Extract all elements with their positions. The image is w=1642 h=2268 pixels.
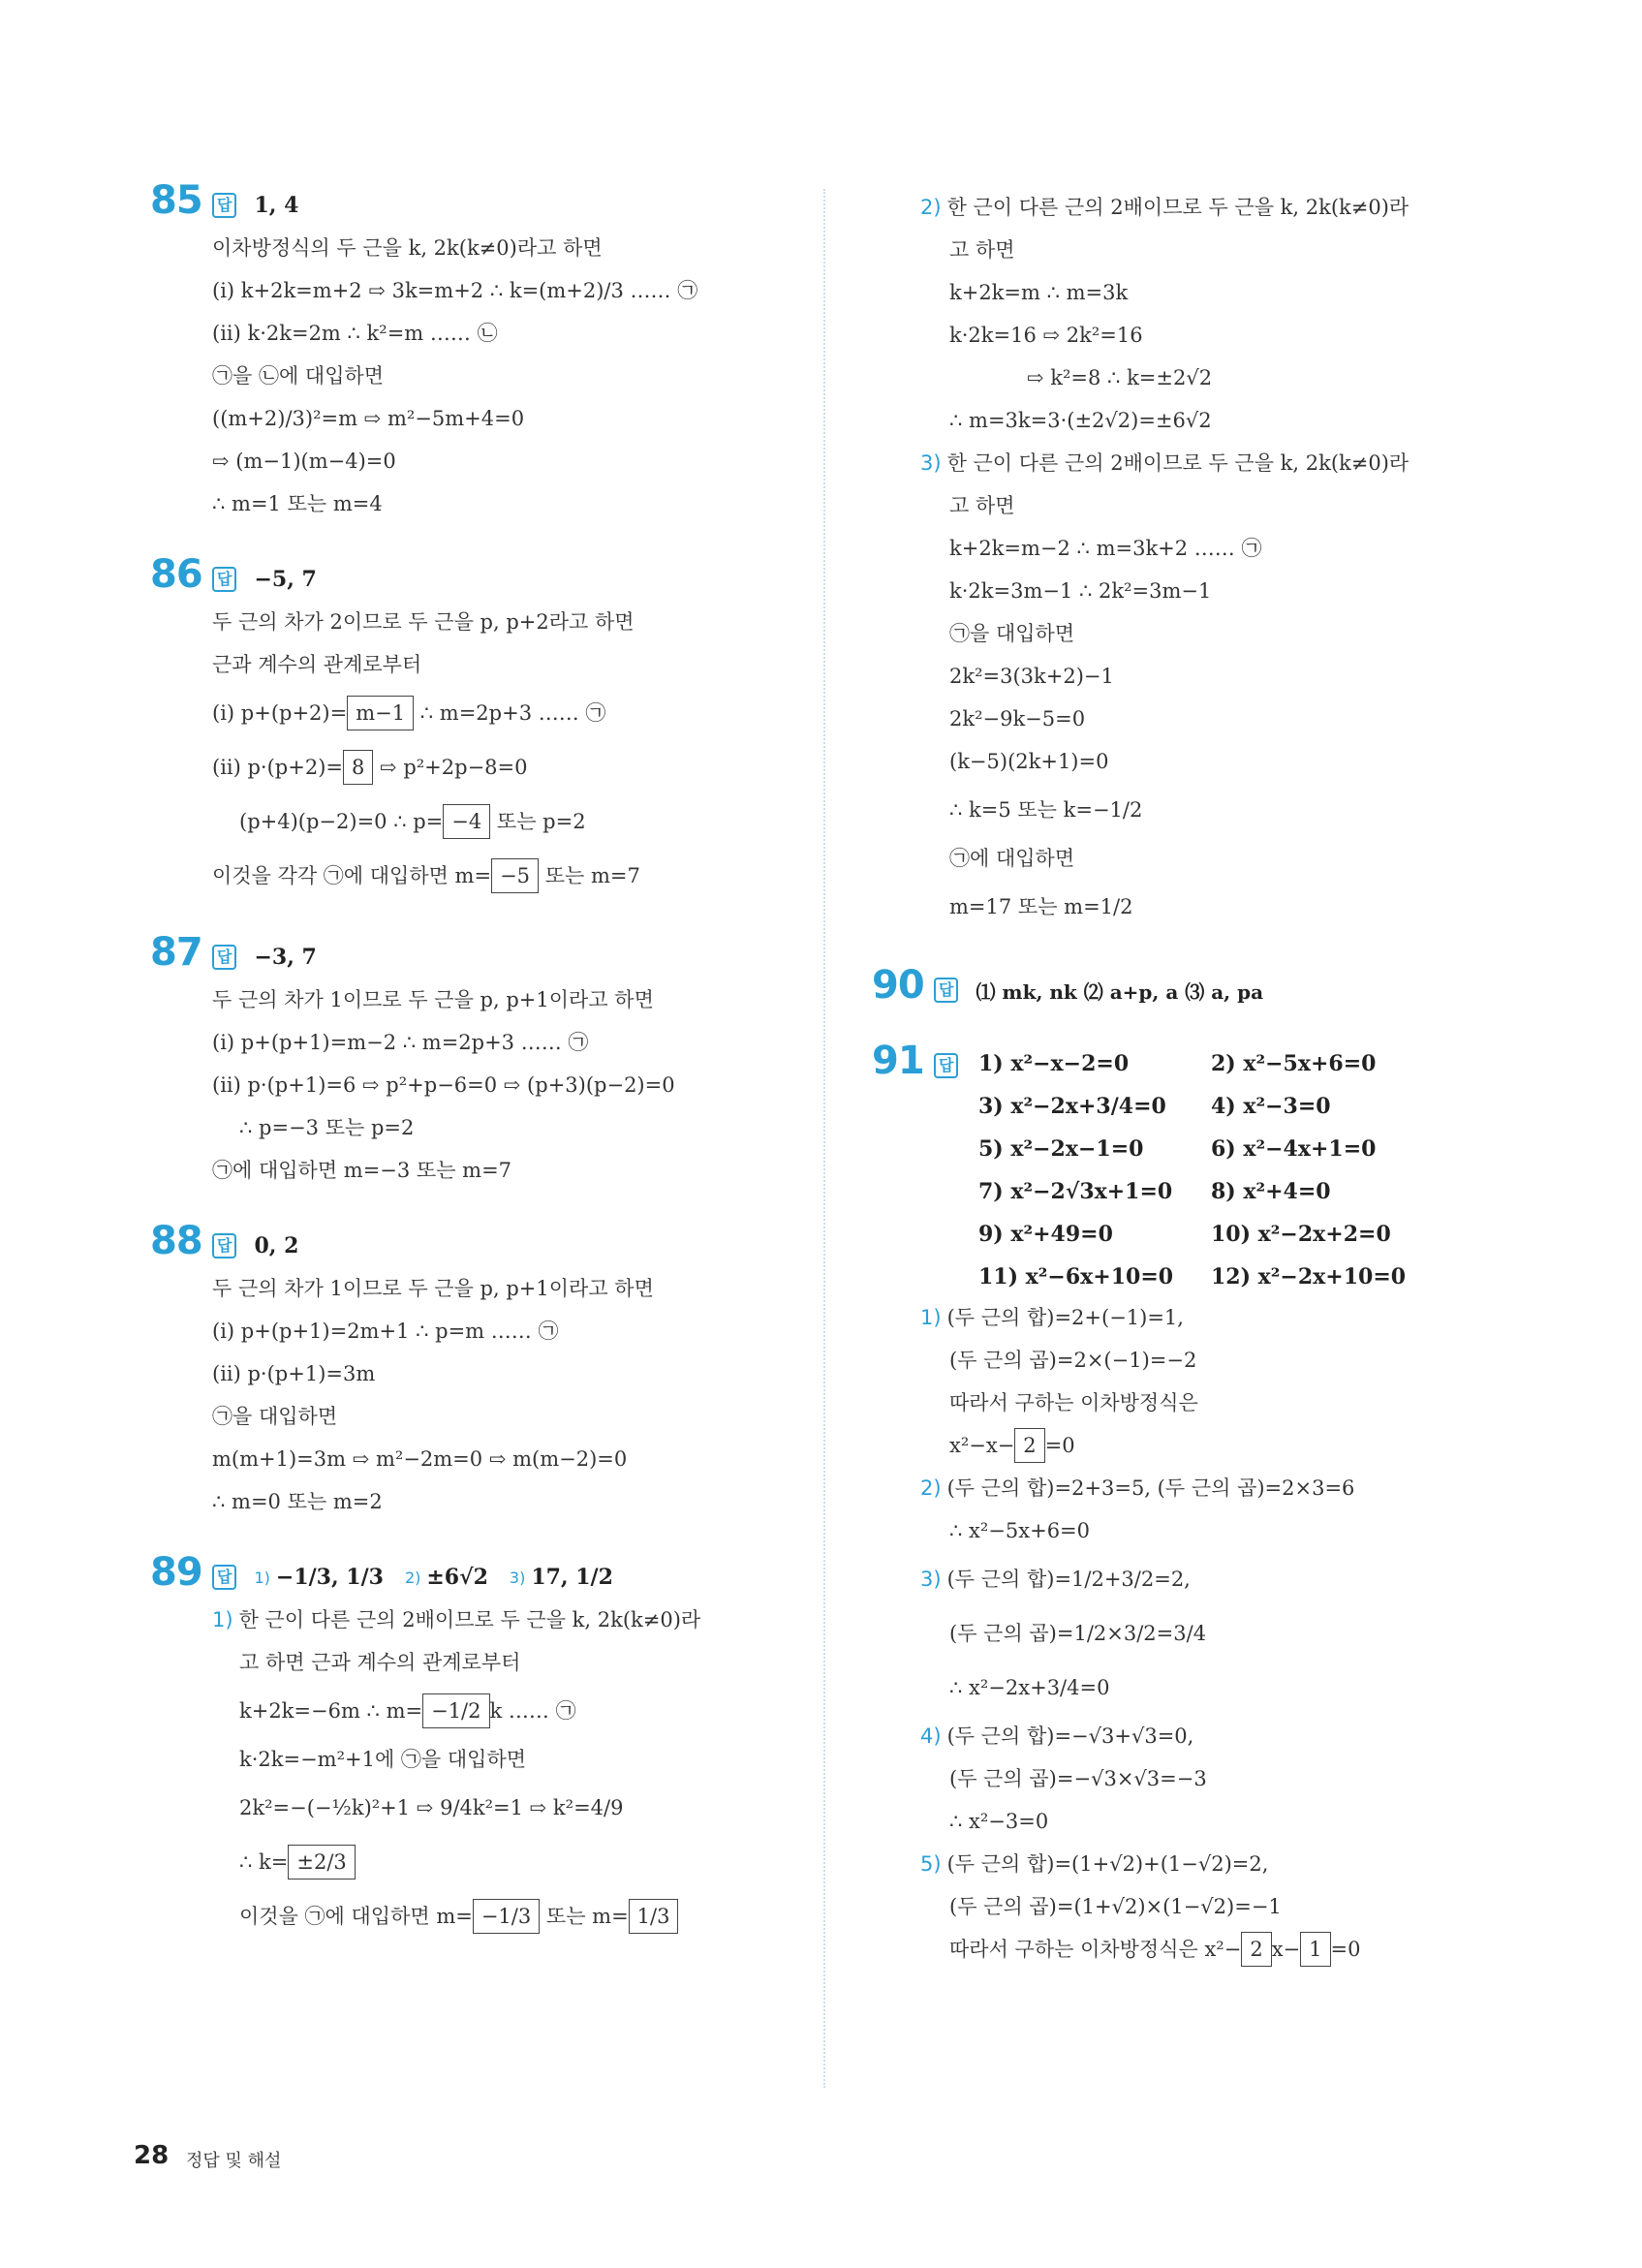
solution-line: 고 하면 <box>949 494 1015 517</box>
answer-item: 2) x²−5x+6=0 <box>1211 1051 1377 1076</box>
answer-text: −5, 7 <box>254 567 317 592</box>
answer-item: 4) x²−3=0 <box>1211 1094 1331 1119</box>
solution-line: ∴ p=−3 또는 p=2 <box>239 1116 415 1139</box>
solution-line: 고 하면 근과 계수의 관계로부터 <box>239 1651 521 1674</box>
problem-88 <box>150 1219 809 1523</box>
solution-line: ㉠에 대입하면 <box>949 847 1075 870</box>
answer-text: −3, 7 <box>254 945 317 970</box>
answer-item: 1) x²−x−2=0 <box>978 1051 1130 1076</box>
solution-line: (두 근의 곱)=−√3×√3=−3 <box>949 1767 1207 1790</box>
answer-box: m−1 <box>347 696 414 730</box>
solution-line: 1) (두 근의 합)=2+(−1)=1, <box>920 1306 1184 1329</box>
page-number: 28 <box>134 2141 170 2170</box>
solution-line: 2k²−9k−5=0 <box>949 707 1086 730</box>
solution-line: k+2k=m−2 ∴ m=3k+2 …… ㉠ <box>949 537 1262 560</box>
answer-box: 2 <box>1014 1428 1044 1463</box>
answer-badge: 답 <box>212 567 236 592</box>
solution-line: (두 근의 곱)=1/2×3/2=3/4 <box>949 1622 1207 1645</box>
solution-line: 4) (두 근의 합)=−√3+√3=0, <box>920 1724 1194 1748</box>
solution-line: 3) 한 근이 다른 근의 2배이므로 두 근을 k, 2k(k≠0)라 <box>920 451 1410 475</box>
solution-line: ⇨ k²=8 ∴ k=±2√2 <box>1027 366 1213 389</box>
solution-line: 2k²=−(−½k)²+1 ⇨ 9/4k²=1 ⇨ k²=4/9 <box>239 1796 624 1819</box>
problem-87 <box>150 930 809 1192</box>
solution-line: 고 하면 <box>949 238 1015 262</box>
answer-box: ±2/3 <box>288 1845 355 1880</box>
answer-badge: 답 <box>212 945 236 970</box>
answer-box: 2 <box>1241 1932 1271 1967</box>
solution-line: 두 근의 차가 1이므로 두 근을 p, p+1이라고 하면 <box>212 1277 654 1300</box>
solution-line: 2) 한 근이 다른 근의 2배이므로 두 근을 k, 2k(k≠0)라 <box>920 196 1410 219</box>
solution-line: 두 근의 차가 1이므로 두 근을 p, p+1이라고 하면 <box>212 988 654 1011</box>
answer-box: −1/2 <box>422 1693 489 1728</box>
answer-item: 12) x²−2x+10=0 <box>1211 1264 1407 1289</box>
problem-number: 90 <box>872 963 924 1008</box>
solution-line: 따라서 구하는 이차방정식은 x²− 2 x− 1 =0 <box>920 1928 1521 1971</box>
solution-line: 1) 한 근이 다른 근의 2배이므로 두 근을 k, 2k(k≠0)라 <box>212 1608 701 1631</box>
solution-line: m=17 또는 m=1/2 <box>949 895 1133 918</box>
solution-line: ∴ k= ±2/3 <box>212 1835 809 1889</box>
problem-number: 91 <box>872 1039 924 1083</box>
solution-line: ㉠에 대입하면 m=−3 또는 m=7 <box>212 1159 512 1182</box>
answer-box: −4 <box>443 804 490 839</box>
solution-line: 이차방정식의 두 근을 k, 2k(k≠0)라고 하면 <box>212 236 603 260</box>
answer-box: 1 <box>1300 1932 1330 1967</box>
solution-line: ∴ x²−5x+6=0 <box>949 1519 1091 1542</box>
solution-line: ((m+2)/3)²=m ⇨ m²−5m+4=0 <box>212 407 525 430</box>
answer-item: 10) x²−2x+2=0 <box>1211 1222 1391 1247</box>
solution-line: (p+4)(p−2)=0 ∴ p= −4 또는 p=2 <box>212 794 809 849</box>
solution-line: ∴ k=5 또는 k=−1/2 <box>949 798 1143 822</box>
solution-line: ∴ m=0 또는 m=2 <box>212 1490 383 1513</box>
solution-line: 2) (두 근의 합)=2+3=5, (두 근의 곱)=2×3=6 <box>920 1476 1355 1500</box>
answer-badge: 답 <box>212 193 236 218</box>
solution-line: (i) p+(p+1)=m−2 ∴ m=2p+3 …… ㉠ <box>212 1031 589 1054</box>
solution-line: 따라서 구하는 이차방정식은 <box>949 1391 1198 1414</box>
problem-90 <box>872 963 1521 1011</box>
column-divider <box>823 189 825 2088</box>
answer-badge: 답 <box>212 1233 236 1258</box>
solution-line: k+2k=m ∴ m=3k <box>949 281 1129 304</box>
answer-item: 7) x²−2√3x+1=0 <box>978 1179 1173 1204</box>
page-footer-title: 정답 및 해설 <box>186 2151 282 2171</box>
answer-text: −1/3, 1/3 <box>275 1565 384 1590</box>
solution-line: ∴ x²−3=0 <box>949 1810 1049 1833</box>
problem-89-continued <box>920 186 1521 934</box>
problem-number: 89 <box>150 1550 202 1595</box>
answer-box: −5 <box>491 858 539 893</box>
solution-line: (ii) p·(p+2)= 8 ⇨ p²+2p−8=0 <box>212 740 809 794</box>
left-column <box>150 178 809 1976</box>
solution-line: k·2k=−m²+1에 ㉠을 대입하면 <box>239 1748 527 1771</box>
solution-line: (i) p+(p+1)=2m+1 ∴ p=m …… ㉠ <box>212 1320 559 1343</box>
answer-badge: 답 <box>212 1565 236 1590</box>
solution-line: (k−5)(2k+1)=0 <box>949 750 1109 773</box>
answer-text: ±6√2 <box>426 1565 488 1590</box>
solution-line: 5) (두 근의 합)=(1+√2)+(1−√2)=2, <box>920 1852 1269 1876</box>
answer-item: 8) x²+4=0 <box>1211 1179 1331 1204</box>
answer-item: 11) x²−6x+10=0 <box>978 1264 1174 1289</box>
problem-91-solution <box>920 1296 1521 1971</box>
solution-line: 3) (두 근의 합)=1/2+3/2=2, <box>920 1568 1191 1591</box>
solution-line: (ii) p·(p+1)=6 ⇨ p²+p−6=0 ⇨ (p+3)(p−2)=0 <box>212 1073 675 1097</box>
answer-item: 6) x²−4x+1=0 <box>1211 1136 1377 1162</box>
solution-line: (ii) k·2k=2m ∴ k²=m …… ㉡ <box>212 322 498 345</box>
problem-89: 89 답 1) −1/3, 1/3 2) ±6√2 3) 17, 1/2 1) 한 근이 다른 근의 2배이므로 두 근을 k, 2k(k≠0)라 고 하면 근과 계수의 관계로부터 k+2k=−6m ∴ m= −1/2 k …… ㉠ k·2k=−m²+1에 ㉠을 대입하면 2k²=−(−½k)²+1 ⇨ 9/4k²=1 ⇨ k²=4/9 ∴ k= ±2/3 이것을 ㉠에 대입하면 m= −1/3 또는 m= 1/3 <box>150 1556 809 1943</box>
answer-item: 5) x²−2x−1=0 <box>978 1136 1144 1162</box>
solution-line: 이것을 ㉠에 대입하면 m= −1/3 또는 m= 1/3 <box>212 1889 809 1943</box>
solution-line: 이것을 각각 ㉠에 대입하면 m= −5 또는 m=7 <box>212 849 809 903</box>
answer-box: −1/3 <box>473 1899 540 1934</box>
problem-85 <box>150 178 809 525</box>
solution-line: k·2k=3m−1 ∴ 2k²=3m−1 <box>949 579 1212 603</box>
answer-text: ⑴ mk, nk ⑵ a+p, a ⑶ a, pa <box>976 979 1264 1004</box>
solution-line: (ii) p·(p+1)=3m <box>212 1362 376 1385</box>
answer-text: 17, 1/2 <box>531 1565 613 1590</box>
solution-line: 2k²=3(3k+2)−1 <box>949 665 1114 688</box>
solution-line: ㉠을 ㉡에 대입하면 <box>212 364 385 388</box>
answer-box: 8 <box>343 750 373 785</box>
solution-line: (i) k+2k=m+2 ⇨ 3k=m+2 ∴ k=(m+2)/3 …… ㉠ <box>212 279 698 302</box>
answer-item: 3) x²−2x+3/4=0 <box>978 1094 1166 1119</box>
solution-line: ㉠을 대입하면 <box>949 622 1075 645</box>
solution-line: (두 근의 곱)=2×(−1)=−2 <box>949 1349 1197 1372</box>
problem-number: 88 <box>150 1219 202 1263</box>
problem-91 <box>872 1039 1521 1971</box>
problem-number: 86 <box>150 552 202 597</box>
answer-badge: 답 <box>934 1053 958 1078</box>
solution-line: ⇨ (m−1)(m−4)=0 <box>212 450 396 473</box>
solution-line: ∴ x²−2x+3/4=0 <box>949 1676 1110 1699</box>
solution-line: m(m+1)=3m ⇨ m²−2m=0 ⇨ m(m−2)=0 <box>212 1447 628 1471</box>
answer-list <box>978 1044 1521 1296</box>
solution-line: ㉠을 대입하면 <box>212 1405 338 1428</box>
right-column <box>872 186 1521 2004</box>
solution-line: x²−x− 2 =0 <box>920 1424 1521 1467</box>
answer-badge: 답 <box>934 978 958 1003</box>
problem-number: 85 <box>150 178 202 223</box>
problem-number: 87 <box>150 930 202 975</box>
solution-line: ∴ m=3k=3·(±2√2)=±6√2 <box>949 409 1212 432</box>
problem-86 <box>150 552 809 903</box>
answer-text: 0, 2 <box>254 1233 299 1258</box>
solution-line: k+2k=−6m ∴ m= −1/2 k …… ㉠ <box>212 1684 809 1738</box>
solution-line: ∴ m=1 또는 m=4 <box>212 492 383 515</box>
solution-line: k·2k=16 ⇨ 2k²=16 <box>949 324 1143 347</box>
solution-line: (i) p+(p+2)= m−1 ∴ m=2p+3 …… ㉠ <box>212 686 809 740</box>
answer-box: 1/3 <box>629 1899 679 1934</box>
solution-line: 두 근의 차가 2이므로 두 근을 p, p+2라고 하면 <box>212 610 635 634</box>
answer-item: 9) x²+49=0 <box>978 1222 1113 1247</box>
answer-text: 1, 4 <box>254 193 299 218</box>
solution-line: (두 근의 곱)=(1+√2)×(1−√2)=−1 <box>949 1895 1282 1918</box>
solution-line: 근과 계수의 관계로부터 <box>212 653 422 676</box>
